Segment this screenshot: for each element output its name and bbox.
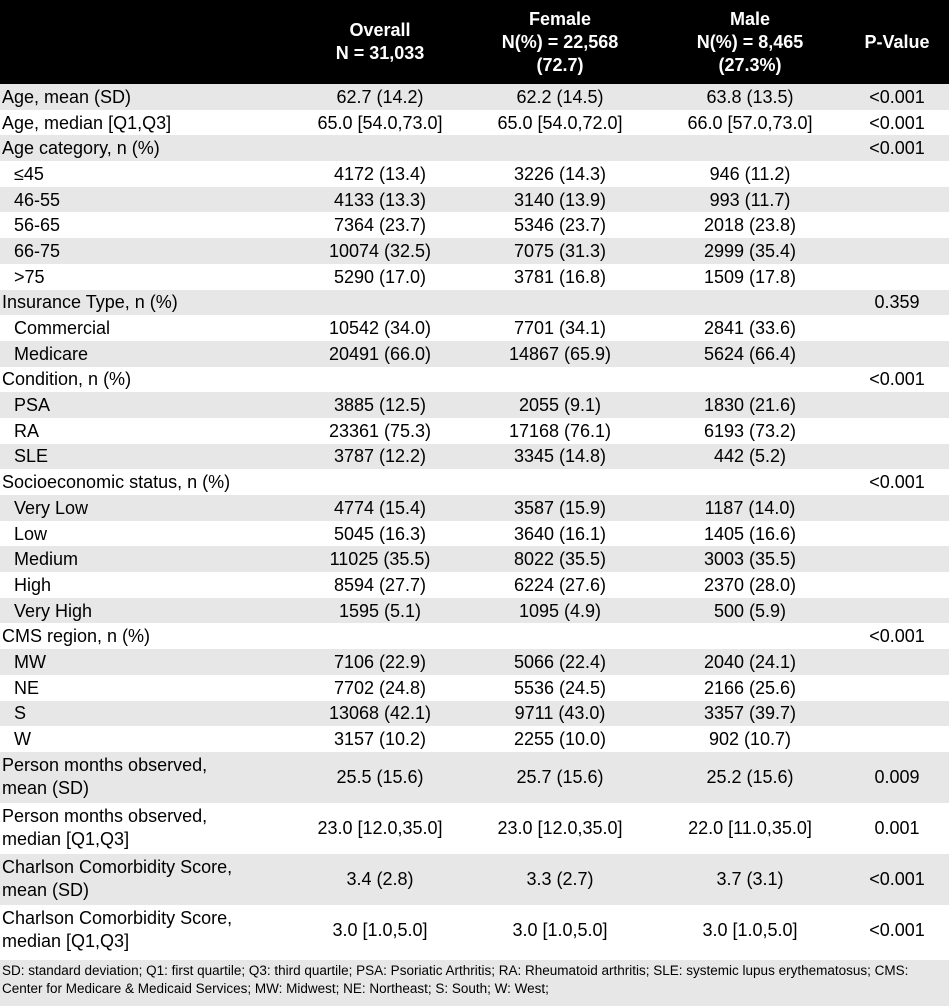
row-label bbox=[0, 444, 295, 470]
p-value bbox=[845, 187, 949, 213]
row-label-line: >75 bbox=[14, 266, 45, 287]
female-value: 3140 (13.9) bbox=[513, 189, 607, 210]
header-male-line: N(%) = 8,465 bbox=[696, 31, 804, 52]
table-row bbox=[0, 161, 949, 187]
overall-value: 3.4 (2.8) bbox=[346, 868, 414, 889]
row-label-line: median [Q1,Q3] bbox=[2, 931, 130, 952]
header-overall bbox=[295, 0, 465, 84]
table-row bbox=[0, 315, 949, 341]
female-value: 3640 (16.1) bbox=[513, 523, 607, 544]
row-label bbox=[0, 803, 295, 854]
p-value bbox=[845, 315, 949, 341]
male-value: 1830 (21.6) bbox=[703, 395, 797, 416]
header-female-line: N(%) = 22,568 bbox=[501, 31, 619, 52]
row-label bbox=[0, 469, 295, 495]
overall-value bbox=[295, 469, 465, 495]
p-value: 0.009 bbox=[874, 766, 920, 787]
female-value: 6224 (27.6) bbox=[513, 574, 607, 595]
row-label-line: S bbox=[14, 703, 27, 724]
row-label-line: Age, mean (SD) bbox=[2, 86, 132, 107]
header-female bbox=[465, 0, 655, 84]
overall-value: 4172 (13.4) bbox=[333, 163, 427, 184]
female-value: 1095 (4.9) bbox=[518, 600, 602, 621]
row-label-line: median [Q1,Q3] bbox=[2, 829, 130, 850]
p-value bbox=[845, 418, 949, 444]
overall-value: 7702 (24.8) bbox=[333, 677, 427, 698]
row-label-line: W bbox=[14, 729, 31, 750]
table-row bbox=[0, 905, 949, 956]
row-label bbox=[0, 110, 295, 136]
table-row bbox=[0, 623, 949, 649]
row-label bbox=[0, 521, 295, 547]
male-value bbox=[655, 135, 845, 161]
table-row bbox=[0, 264, 949, 290]
table-row bbox=[0, 212, 949, 238]
male-value: 2018 (23.8) bbox=[703, 215, 797, 236]
table-row bbox=[0, 649, 949, 675]
female-value: 23.0 [12.0,35.0] bbox=[497, 817, 623, 838]
row-label-line: Age category, n (%) bbox=[2, 138, 160, 159]
male-value: 2841 (33.6) bbox=[703, 318, 797, 339]
overall-value: 8594 (27.7) bbox=[333, 574, 427, 595]
row-label bbox=[0, 495, 295, 521]
male-value: 3.0 [1.0,5.0] bbox=[702, 919, 798, 940]
male-value: 1405 (16.6) bbox=[703, 523, 797, 544]
footnote bbox=[0, 960, 949, 1006]
female-value: 65.0 [54.0,72.0] bbox=[497, 112, 623, 133]
header-label-cell bbox=[0, 0, 295, 84]
row-label-line: Medium bbox=[14, 549, 79, 570]
male-value: 3003 (35.5) bbox=[703, 549, 797, 570]
row-label-line: Very High bbox=[14, 600, 93, 621]
header-male bbox=[655, 0, 845, 84]
table-row bbox=[0, 675, 949, 701]
row-label-line: PSA bbox=[14, 395, 51, 416]
female-value: 7075 (31.3) bbox=[513, 240, 607, 261]
row-label bbox=[0, 264, 295, 290]
header-female-line: Female bbox=[528, 8, 592, 29]
row-label bbox=[0, 675, 295, 701]
p-value bbox=[845, 161, 949, 187]
row-label bbox=[0, 135, 295, 161]
overall-value: 10074 (32.5) bbox=[328, 240, 432, 261]
p-value: <0.001 bbox=[869, 626, 925, 647]
table-header-row bbox=[0, 0, 949, 84]
female-value: 2255 (10.0) bbox=[513, 729, 607, 750]
row-label-line: Charlson Comorbidity Score, bbox=[2, 908, 233, 929]
male-value: 993 (11.7) bbox=[709, 189, 791, 210]
female-value bbox=[465, 623, 655, 649]
p-value: <0.001 bbox=[869, 472, 925, 493]
row-label bbox=[0, 701, 295, 727]
female-value: 3.0 [1.0,5.0] bbox=[512, 919, 608, 940]
row-label bbox=[0, 572, 295, 598]
overall-value: 20491 (66.0) bbox=[328, 343, 432, 364]
table-row bbox=[0, 521, 949, 547]
row-label-line: RA bbox=[14, 420, 40, 441]
row-label bbox=[0, 315, 295, 341]
female-value bbox=[465, 469, 655, 495]
p-value bbox=[845, 264, 949, 290]
header-p-value-line: P-Value bbox=[864, 31, 930, 52]
overall-value: 23.0 [12.0,35.0] bbox=[317, 817, 443, 838]
table-row bbox=[0, 803, 949, 854]
table-row bbox=[0, 469, 949, 495]
row-label-line: High bbox=[14, 574, 52, 595]
row-label-line: 56-65 bbox=[14, 215, 61, 236]
overall-value: 1595 (5.1) bbox=[338, 600, 422, 621]
male-value: 2166 (25.6) bbox=[703, 677, 797, 698]
header-p-value bbox=[845, 0, 949, 84]
female-value: 62.2 (14.5) bbox=[516, 86, 604, 107]
row-label-line: Commercial bbox=[14, 318, 111, 339]
male-value: 2370 (28.0) bbox=[703, 574, 797, 595]
overall-value: 62.7 (14.2) bbox=[336, 86, 424, 107]
row-label bbox=[0, 752, 295, 803]
header-male-line: (27.3%) bbox=[718, 54, 782, 75]
overall-value: 10542 (34.0) bbox=[328, 318, 432, 339]
male-value: 1187 (14.0) bbox=[704, 497, 796, 518]
p-value: <0.001 bbox=[869, 112, 925, 133]
female-value: 3.3 (2.7) bbox=[526, 868, 594, 889]
p-value: 0.359 bbox=[874, 292, 920, 313]
overall-value: 65.0 [54.0,73.0] bbox=[317, 112, 443, 133]
p-value: <0.001 bbox=[869, 86, 925, 107]
row-label bbox=[0, 290, 295, 316]
female-value: 3345 (14.8) bbox=[513, 446, 607, 467]
female-value: 25.7 (15.6) bbox=[516, 766, 604, 787]
row-label bbox=[0, 238, 295, 264]
male-value bbox=[655, 290, 845, 316]
table-row bbox=[0, 238, 949, 264]
p-value bbox=[845, 649, 949, 675]
table-row bbox=[0, 418, 949, 444]
p-value bbox=[845, 392, 949, 418]
male-value: 1509 (17.8) bbox=[703, 266, 797, 287]
p-value bbox=[845, 341, 949, 367]
female-value: 2055 (9.1) bbox=[518, 395, 602, 416]
row-label bbox=[0, 623, 295, 649]
p-value bbox=[845, 444, 949, 470]
table-row bbox=[0, 598, 949, 624]
row-label-line: Socioeconomic status, n (%) bbox=[2, 472, 231, 493]
overall-value: 11025 (35.5) bbox=[329, 549, 431, 570]
female-value: 5066 (22.4) bbox=[513, 651, 607, 672]
overall-value: 3157 (10.2) bbox=[333, 729, 427, 750]
row-label bbox=[0, 418, 295, 444]
p-value: 0.001 bbox=[874, 817, 920, 838]
table-row bbox=[0, 290, 949, 316]
header-male-line: Male bbox=[729, 8, 771, 29]
row-label bbox=[0, 367, 295, 393]
table-row bbox=[0, 572, 949, 598]
male-value: 2040 (24.1) bbox=[703, 651, 797, 672]
female-value: 17168 (76.1) bbox=[508, 420, 612, 441]
male-value: 22.0 [11.0,35.0] bbox=[688, 817, 812, 838]
overall-value: 4774 (15.4) bbox=[333, 497, 427, 518]
table-row bbox=[0, 752, 949, 803]
header-overall-line: Overall bbox=[349, 20, 411, 40]
row-label-line: 46-55 bbox=[14, 189, 61, 210]
female-value bbox=[465, 135, 655, 161]
row-label-line: ≤45 bbox=[14, 163, 44, 184]
overall-value: 5290 (17.0) bbox=[333, 266, 427, 287]
row-label-line: Charlson Comorbidity Score, bbox=[2, 857, 233, 878]
female-value bbox=[465, 290, 655, 316]
p-value bbox=[845, 546, 949, 572]
table-row bbox=[0, 495, 949, 521]
row-label-line: Person months observed, bbox=[2, 806, 208, 827]
p-value: <0.001 bbox=[869, 868, 925, 889]
row-label-line: Low bbox=[14, 523, 48, 544]
overall-value bbox=[295, 135, 465, 161]
header-overall-line: N = 31,033 bbox=[335, 43, 425, 63]
overall-value: 3787 (12.2) bbox=[333, 446, 427, 467]
male-value: 63.8 (13.5) bbox=[706, 86, 794, 107]
female-value: 9711 (43.0) bbox=[514, 703, 606, 724]
female-value: 3587 (15.9) bbox=[513, 497, 607, 518]
overall-value bbox=[295, 367, 465, 393]
male-value bbox=[655, 469, 845, 495]
row-label-line: Medicare bbox=[14, 343, 89, 364]
overall-value: 7106 (22.9) bbox=[333, 651, 427, 672]
female-value: 5346 (23.7) bbox=[513, 215, 607, 236]
table-row bbox=[0, 367, 949, 393]
p-value bbox=[845, 675, 949, 701]
row-label bbox=[0, 341, 295, 367]
male-value: 3.7 (3.1) bbox=[716, 868, 784, 889]
row-label-line: CMS region, n (%) bbox=[2, 626, 151, 647]
female-value: 3781 (16.8) bbox=[513, 266, 607, 287]
male-value: 5624 (66.4) bbox=[703, 343, 797, 364]
male-value: 66.0 [57.0,73.0] bbox=[687, 112, 813, 133]
row-label-line: mean (SD) bbox=[2, 778, 90, 799]
overall-value: 3.0 [1.0,5.0] bbox=[332, 919, 428, 940]
row-label bbox=[0, 854, 295, 905]
table-row bbox=[0, 187, 949, 213]
male-value bbox=[655, 367, 845, 393]
p-value bbox=[845, 212, 949, 238]
male-value: 902 (10.7) bbox=[708, 729, 792, 750]
table-row bbox=[0, 110, 949, 136]
female-value: 5536 (24.5) bbox=[513, 677, 607, 698]
male-value: 3357 (39.7) bbox=[703, 703, 797, 724]
row-label-line: mean (SD) bbox=[2, 880, 90, 901]
row-label bbox=[0, 84, 295, 110]
row-label bbox=[0, 905, 295, 956]
p-value bbox=[845, 598, 949, 624]
table-row bbox=[0, 701, 949, 727]
table-body bbox=[0, 84, 949, 956]
p-value: <0.001 bbox=[869, 138, 925, 159]
female-value: 7701 (34.1) bbox=[513, 318, 607, 339]
footnote-text: SD: standard deviation; Q1: first quartile; Q3: third quartile; PSA: Psoriatic Arthritis; RA: Rheumatoid arthritis; SLE: systemic lupus erythematosus; CMS: Center for Medicare & Medicaid Services; MW: Midwest; NE: Northeast; S: South; W: West; bbox=[2, 963, 909, 996]
p-value bbox=[845, 521, 949, 547]
row-label-line: 66-75 bbox=[14, 240, 61, 261]
row-label-line: Person months observed, bbox=[2, 755, 208, 776]
row-label-line: Condition, n (%) bbox=[2, 369, 132, 390]
p-value bbox=[845, 238, 949, 264]
table-row bbox=[0, 726, 949, 752]
female-value: 14867 (65.9) bbox=[508, 343, 612, 364]
overall-value: 13068 (42.1) bbox=[328, 703, 432, 724]
overall-value: 25.5 (15.6) bbox=[336, 766, 424, 787]
p-value bbox=[845, 495, 949, 521]
male-value: 6193 (73.2) bbox=[703, 420, 797, 441]
male-value bbox=[655, 623, 845, 649]
p-value bbox=[845, 701, 949, 727]
overall-value: 7364 (23.7) bbox=[333, 215, 427, 236]
row-label-line: Insurance Type, n (%) bbox=[2, 292, 178, 313]
p-value bbox=[845, 572, 949, 598]
header-female-line: (72.7) bbox=[536, 54, 584, 75]
table-row bbox=[0, 546, 949, 572]
female-value bbox=[465, 367, 655, 393]
overall-value: 4133 (13.3) bbox=[333, 189, 427, 210]
table-row bbox=[0, 854, 949, 905]
table-row bbox=[0, 444, 949, 470]
row-label bbox=[0, 598, 295, 624]
male-value: 25.2 (15.6) bbox=[706, 766, 794, 787]
row-label bbox=[0, 161, 295, 187]
female-value: 3226 (14.3) bbox=[513, 163, 607, 184]
male-value: 500 (5.9) bbox=[713, 600, 787, 621]
row-label bbox=[0, 546, 295, 572]
row-label bbox=[0, 726, 295, 752]
overall-value: 5045 (16.3) bbox=[333, 523, 427, 544]
row-label bbox=[0, 187, 295, 213]
row-label-line: Very Low bbox=[14, 497, 89, 518]
table-row bbox=[0, 135, 949, 161]
table-row bbox=[0, 341, 949, 367]
p-value: <0.001 bbox=[869, 919, 925, 940]
row-label-line: Age, median [Q1,Q3] bbox=[2, 112, 172, 133]
male-value: 946 (11.2) bbox=[709, 163, 791, 184]
male-value: 442 (5.2) bbox=[713, 446, 787, 467]
row-label-line: MW bbox=[14, 651, 46, 672]
p-value bbox=[845, 726, 949, 752]
female-value: 8022 (35.5) bbox=[513, 549, 607, 570]
row-label bbox=[0, 649, 295, 675]
row-label-line: SLE bbox=[14, 446, 49, 467]
row-label-line: NE bbox=[14, 677, 40, 698]
p-value: <0.001 bbox=[869, 369, 925, 390]
overall-value bbox=[295, 623, 465, 649]
overall-value: 3885 (12.5) bbox=[333, 395, 427, 416]
male-value: 2999 (35.4) bbox=[703, 240, 797, 261]
table-row bbox=[0, 84, 949, 110]
table-row bbox=[0, 392, 949, 418]
row-label bbox=[0, 212, 295, 238]
row-label bbox=[0, 392, 295, 418]
overall-value: 23361 (75.3) bbox=[328, 420, 432, 441]
overall-value bbox=[295, 290, 465, 316]
